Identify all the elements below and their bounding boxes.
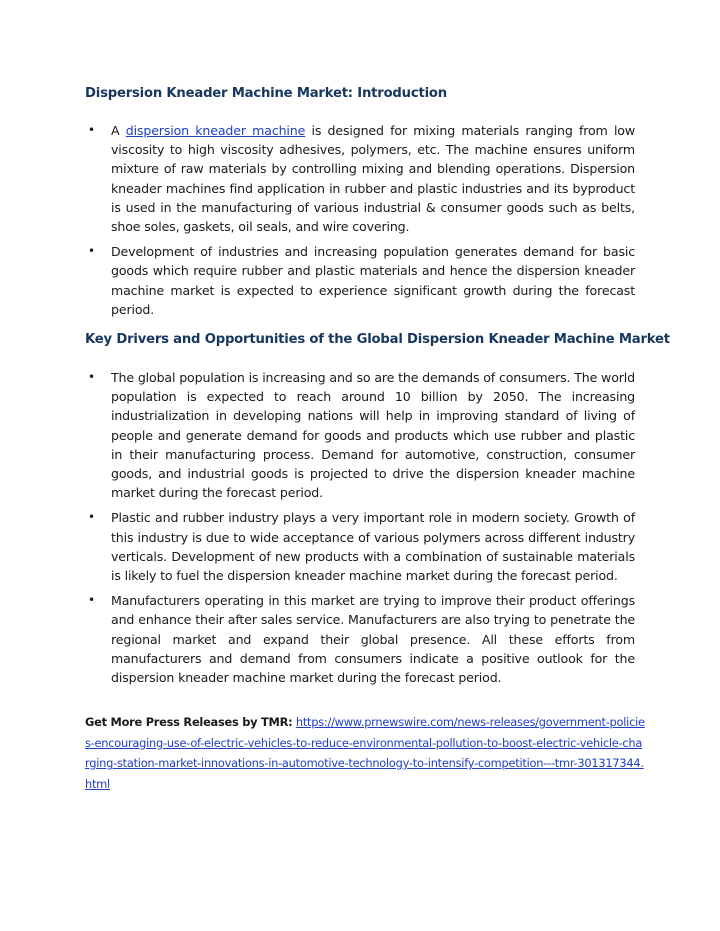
bullet-text: Plastic and rubber industry plays a very important role in modern society. Growth of this industry is due to wide acceptance of various polymers across different industry verticals. Development of new products with a combination of sustainable materials is likely to fuel the dispersion kneader machine market during the forecast period.: [111, 510, 635, 584]
bullet-icon: •: [88, 123, 95, 137]
intro-bullet-list: [85, 121, 635, 325]
bullet-text: Manufacturers operating in this market are trying to improve their product offerings and enhance their after sales service. Manufacturers are also trying to penetrate the regional market and expand their global presence. All these efforts from manufacturers and demand from consumers indicate a positive outlook for the dispersion kneader machine market during the forecast period.: [111, 593, 635, 686]
intro-heading: Dispersion Kneader Machine Market: Introduction: [85, 86, 447, 101]
list-item: [85, 591, 635, 687]
press-releases-paragraph: [85, 712, 645, 794]
list-item: [85, 121, 635, 236]
drivers-heading: Key Drivers and Opportunities of the Global Dispersion Kneader Machine Market: [85, 332, 670, 347]
bullet-icon: •: [88, 593, 95, 608]
bullet-text: The global population is increasing and so are the demands of consumers. The world population is expected to reach around 10 billion by 2050. The increasing industrialization in developing nations will help in improving standard of living of people and generate demand for goods and products which use rubber and plastic in their manufacturing process. Demand for automotive, construction, consumer goods, and industrial goods is projected to drive the dispersion kneader machine market during the forecast period.: [111, 370, 635, 501]
dispersion-kneader-machine-link[interactable]: dispersion kneader machine: [125, 123, 306, 138]
press-releases-label: Get More Press Releases by TMR:: [85, 715, 293, 729]
bullet-icon: •: [88, 244, 95, 259]
list-item: [85, 368, 635, 502]
bullet-text: is designed for mixing materials ranging from low viscosity to high viscosity adhesives, polymers, etc. The machine ensures uniform mixture of raw materials by controlling mixing and blending operations. Dispersion kneader machines find application in rubber and plastic industries and its byproduct is used in the manufacturing of various industrial & consumer goods such as belts, shoe soles, gaskets, oil seals, and wire covering.: [111, 123, 636, 235]
bullet-text: Development of industries and increasing population generates demand for basic goods which require rubber and plastic materials and hence the dispersion kneader machine market is expected to experience significant growth during the forecast period.: [111, 244, 635, 317]
bullet-prefix: A: [111, 123, 126, 138]
drivers-bullet-list: [85, 368, 635, 693]
list-item: [85, 242, 635, 319]
bullet-icon: •: [88, 370, 95, 384]
press-release-link[interactable]: https://www.prnewswire.com/news-releases/government-policies-encouraging-use-of-electric-vehicles-to-reduce-environmental-pollution-to-boost-electric-vehicle-charging-station-market-innovations-in-automotive-technology-to-intensify-competition---tmr-301317344.html: [85, 715, 645, 791]
bullet-icon: •: [88, 510, 95, 525]
list-item: [85, 508, 635, 585]
